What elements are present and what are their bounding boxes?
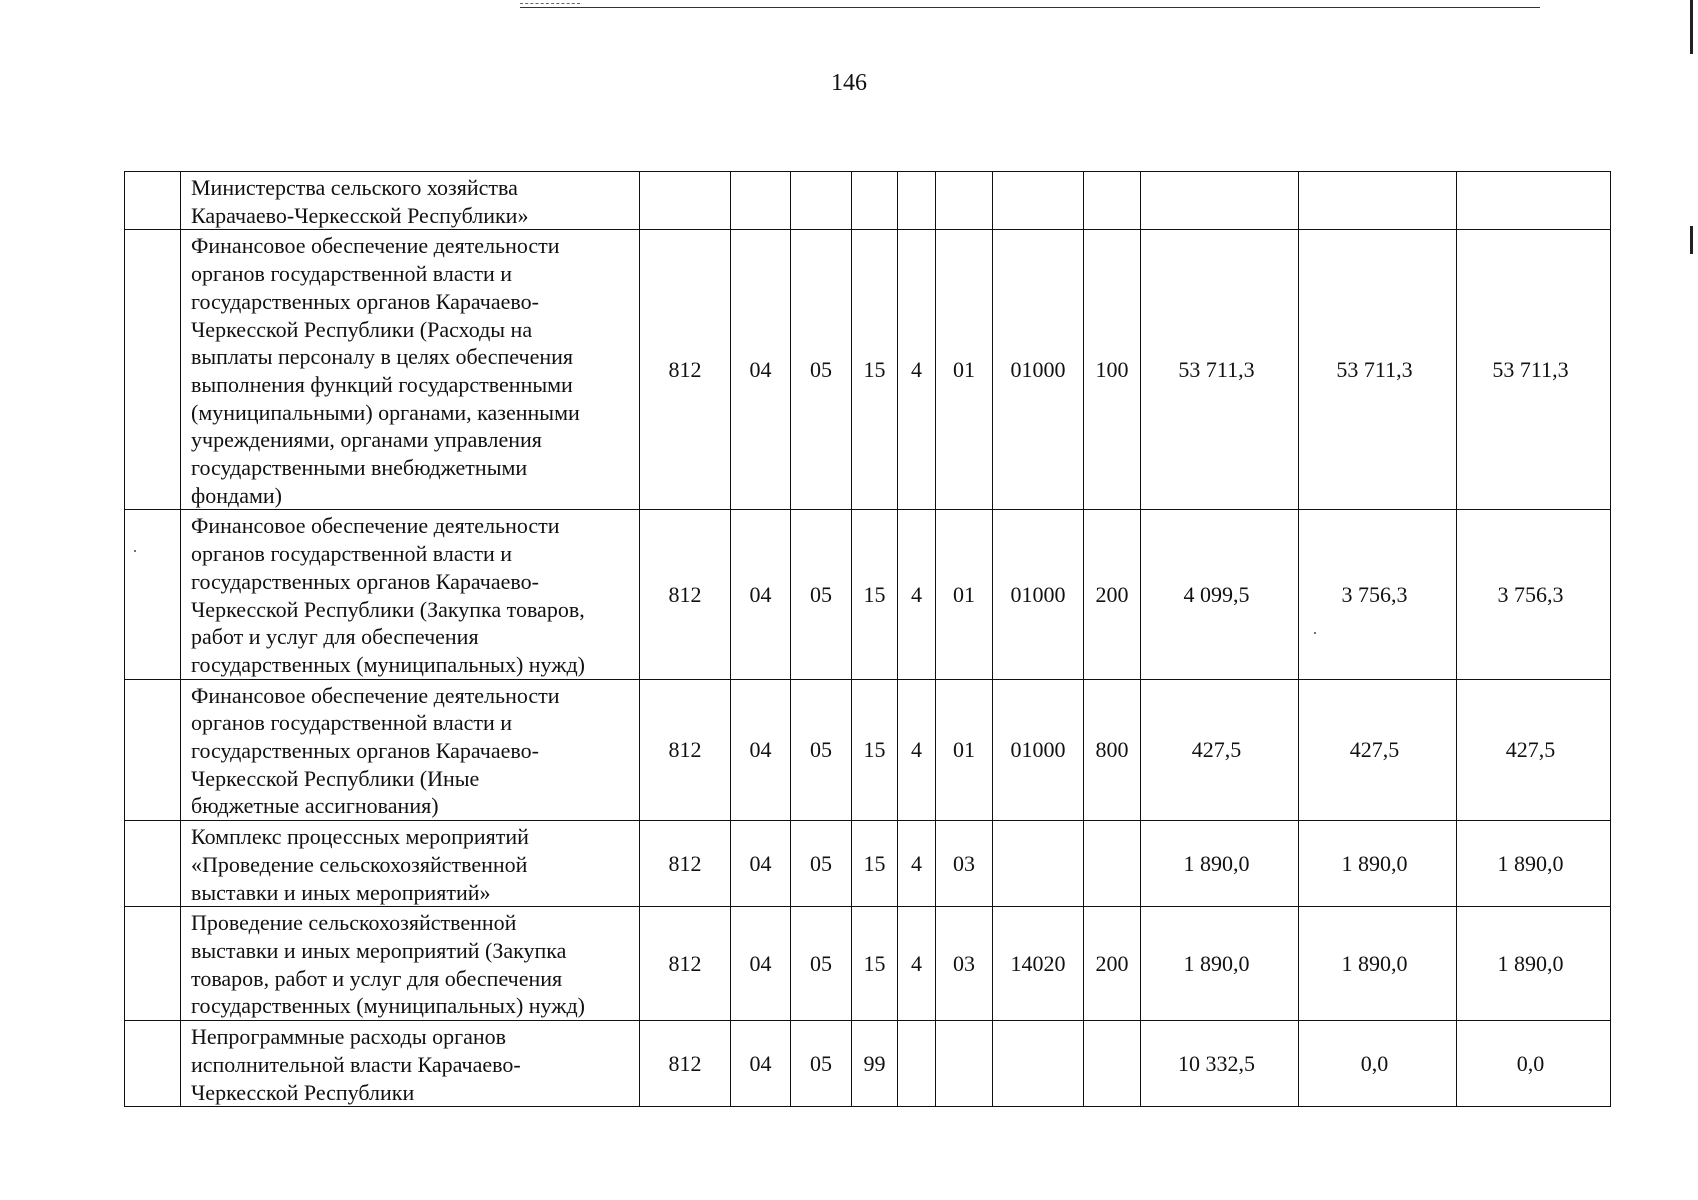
row-number-cell bbox=[125, 907, 181, 1021]
header-rule bbox=[520, 7, 1540, 8]
description-line: органов государственной власти и bbox=[191, 710, 513, 736]
item-description bbox=[181, 907, 640, 1021]
structural-element-code: 01 bbox=[936, 230, 993, 510]
description-line: Финансовое обеспечение деятельности bbox=[191, 682, 560, 708]
expense-direction-code bbox=[993, 172, 1084, 230]
amount-year-2: 0,0 bbox=[1299, 1021, 1457, 1107]
description-line: Черкесской Республики (Закупка товаров, bbox=[191, 596, 585, 622]
subsection-code bbox=[791, 172, 852, 230]
expense-type-code: 100 bbox=[1084, 230, 1141, 510]
program-type-code bbox=[898, 172, 936, 230]
structural-element-code: 03 bbox=[936, 907, 993, 1021]
amount-year-1: 53 711,3 bbox=[1141, 230, 1299, 510]
ministry-code: 812 bbox=[640, 679, 731, 821]
section-code: 04 bbox=[731, 510, 791, 679]
ministry-code: 812 bbox=[640, 510, 731, 679]
subsection-code: 05 bbox=[791, 1021, 852, 1107]
structural-element-code bbox=[936, 172, 993, 230]
amount-year-1: 1 890,0 bbox=[1141, 821, 1299, 907]
amount-year-1: 4 099,5 bbox=[1141, 510, 1299, 679]
row-number-cell bbox=[125, 1021, 181, 1107]
subsection-code: 05 bbox=[791, 510, 852, 679]
program-code: 15 bbox=[852, 510, 898, 679]
section-code: 04 bbox=[731, 230, 791, 510]
amount-year-2 bbox=[1299, 172, 1457, 230]
item-description bbox=[181, 679, 640, 821]
description-line: учреждениями, органами управления bbox=[191, 427, 542, 453]
header-dashed-rule bbox=[520, 3, 580, 4]
description-line: Черкесской Республики (Расходы на bbox=[191, 316, 533, 342]
structural-element-code: 03 bbox=[936, 821, 993, 907]
ministry-code: 812 bbox=[640, 230, 731, 510]
table-row bbox=[125, 510, 1611, 679]
subsection-code: 05 bbox=[791, 821, 852, 907]
program-code: 15 bbox=[852, 679, 898, 821]
expense-direction-code: 01000 bbox=[993, 510, 1084, 679]
table-row bbox=[125, 821, 1611, 907]
ministry-code: 812 bbox=[640, 1021, 731, 1107]
description-line: работ и услуг для обеспечения bbox=[191, 624, 479, 650]
expense-direction-code bbox=[993, 1021, 1084, 1107]
section-code: 04 bbox=[731, 821, 791, 907]
description-line: Финансовое обеспечение деятельности bbox=[191, 233, 560, 259]
table-row bbox=[125, 172, 1611, 230]
section-code: 04 bbox=[731, 679, 791, 821]
program-type-code: 4 bbox=[898, 821, 936, 907]
amount-year-1 bbox=[1141, 172, 1299, 230]
amount-year-3: 0,0 bbox=[1457, 1021, 1611, 1107]
amount-year-1: 427,5 bbox=[1141, 679, 1299, 821]
description-line: государственных (муниципальных) нужд) bbox=[191, 651, 585, 677]
table-row bbox=[125, 679, 1611, 821]
scan-edge-mark bbox=[1690, 0, 1693, 54]
description-line: государственных (муниципальных) нужд) bbox=[191, 993, 585, 1019]
ministry-code: 812 bbox=[640, 821, 731, 907]
description-line: государственных органов Карачаево- bbox=[191, 738, 539, 764]
description-line: (муниципальными) органами, казенными bbox=[191, 399, 580, 425]
description-line: «Проведение сельскохозяйственной bbox=[191, 851, 528, 877]
description-line: товаров, работ и услуг для обеспечения bbox=[191, 965, 563, 991]
expense-direction-code: 01000 bbox=[993, 230, 1084, 510]
description-line: Проведение сельскохозяйственной bbox=[191, 910, 517, 936]
description-line: Черкесской Республики (Иные bbox=[191, 765, 480, 791]
subsection-code: 05 bbox=[791, 907, 852, 1021]
amount-year-1: 1 890,0 bbox=[1141, 907, 1299, 1021]
expense-type-code bbox=[1084, 821, 1141, 907]
item-description bbox=[181, 230, 640, 510]
description-line: органов государственной власти и bbox=[191, 541, 513, 567]
description-line: Финансовое обеспечение деятельности bbox=[191, 513, 560, 539]
structural-element-code: 01 bbox=[936, 510, 993, 679]
row-number-cell bbox=[125, 821, 181, 907]
item-description bbox=[181, 1021, 640, 1107]
table-row bbox=[125, 230, 1611, 510]
ministry-code: 812 bbox=[640, 907, 731, 1021]
description-line: выплаты персоналу в целях обеспечения bbox=[191, 344, 574, 370]
amount-year-2: 3 756,3 bbox=[1299, 510, 1457, 679]
item-description bbox=[181, 510, 640, 679]
description-line: Карачаево-Черкесской Республики» bbox=[191, 202, 529, 228]
description-line: Министерства сельского хозяйства bbox=[191, 175, 518, 200]
row-number-cell bbox=[125, 172, 181, 230]
description-line: Комплекс процессных мероприятий bbox=[191, 824, 529, 850]
program-type-code: 4 bbox=[898, 907, 936, 1021]
table-row bbox=[125, 907, 1611, 1021]
description-line: государственными внебюджетными bbox=[191, 455, 528, 481]
program-code: 15 bbox=[852, 230, 898, 510]
program-code: 15 bbox=[852, 907, 898, 1021]
description-line: Непрограммные расходы органов bbox=[191, 1024, 507, 1050]
structural-element-code bbox=[936, 1021, 993, 1107]
expense-type-code: 200 bbox=[1084, 510, 1141, 679]
amount-year-3: 427,5 bbox=[1457, 679, 1611, 821]
description-line: Черкесской Республики bbox=[191, 1079, 415, 1105]
description-line: государственных органов Карачаево- bbox=[191, 288, 539, 314]
description-line: выставки и иных мероприятий» bbox=[191, 879, 491, 905]
program-type-code: 4 bbox=[898, 230, 936, 510]
program-type-code bbox=[898, 1021, 936, 1107]
item-description bbox=[181, 172, 640, 230]
table-row bbox=[125, 1021, 1611, 1107]
row-number-cell bbox=[125, 510, 181, 679]
amount-year-3: 3 756,3 bbox=[1457, 510, 1611, 679]
description-line: бюджетные ассигнования) bbox=[191, 793, 439, 819]
program-type-code: 4 bbox=[898, 510, 936, 679]
program-type-code: 4 bbox=[898, 679, 936, 821]
expense-direction-code bbox=[993, 821, 1084, 907]
amount-year-3: 1 890,0 bbox=[1457, 907, 1611, 1021]
amount-year-3: 53 711,3 bbox=[1457, 230, 1611, 510]
ministry-code bbox=[640, 172, 731, 230]
amount-year-1: 10 332,5 bbox=[1141, 1021, 1299, 1107]
amount-year-3: 1 890,0 bbox=[1457, 821, 1611, 907]
expense-type-code: 200 bbox=[1084, 907, 1141, 1021]
row-number-cell bbox=[125, 230, 181, 510]
program-code: 15 bbox=[852, 821, 898, 907]
description-line: выполнения функций государственными bbox=[191, 371, 573, 397]
amount-year-2: 53 711,3 bbox=[1299, 230, 1457, 510]
budget-table bbox=[124, 171, 1611, 1107]
expense-direction-code: 14020 bbox=[993, 907, 1084, 1021]
structural-element-code: 01 bbox=[936, 679, 993, 821]
description-line: государственных органов Карачаево- bbox=[191, 568, 539, 594]
expense-direction-code: 01000 bbox=[993, 679, 1084, 821]
description-line: органов государственной власти и bbox=[191, 261, 513, 287]
expense-type-code bbox=[1084, 172, 1141, 230]
section-code: 04 bbox=[731, 907, 791, 1021]
expense-type-code bbox=[1084, 1021, 1141, 1107]
page-number: 146 bbox=[831, 70, 867, 96]
expense-type-code: 800 bbox=[1084, 679, 1141, 821]
subsection-code: 05 bbox=[791, 679, 852, 821]
subsection-code: 05 bbox=[791, 230, 852, 510]
description-line: фондами) bbox=[191, 482, 283, 508]
section-code bbox=[731, 172, 791, 230]
item-description bbox=[181, 821, 640, 907]
amount-year-2: 1 890,0 bbox=[1299, 907, 1457, 1021]
program-code: 99 bbox=[852, 1021, 898, 1107]
amount-year-3 bbox=[1457, 172, 1611, 230]
amount-year-2: 427,5 bbox=[1299, 679, 1457, 821]
row-number-cell bbox=[125, 679, 181, 821]
description-line: исполнительной власти Карачаево- bbox=[191, 1051, 521, 1077]
program-code bbox=[852, 172, 898, 230]
scan-edge-mark bbox=[1690, 226, 1693, 254]
amount-year-2: 1 890,0 bbox=[1299, 821, 1457, 907]
description-line: выставки и иных мероприятий (Закупка bbox=[191, 937, 567, 963]
section-code: 04 bbox=[731, 1021, 791, 1107]
